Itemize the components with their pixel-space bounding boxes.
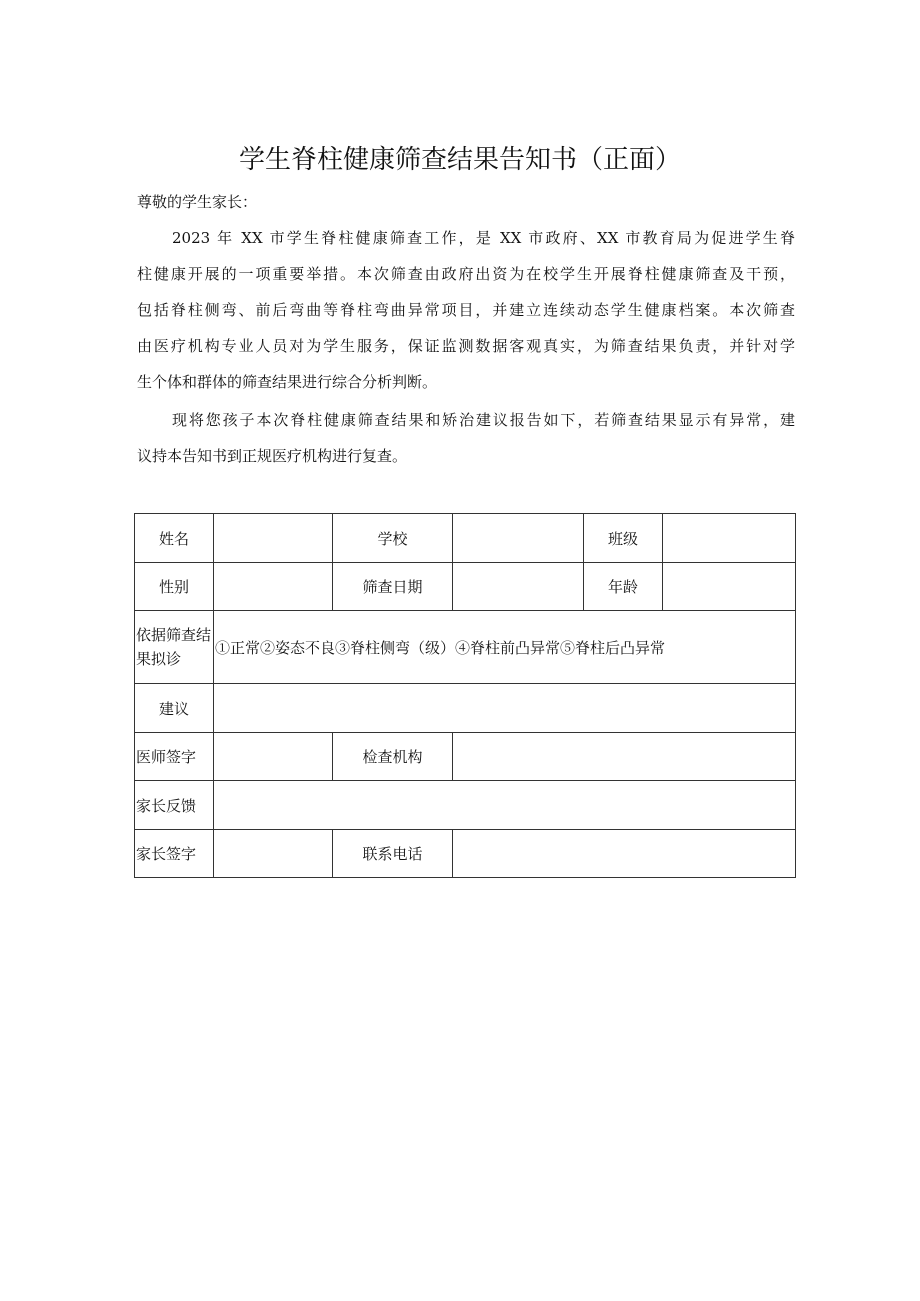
class-label: 班级 — [584, 514, 663, 563]
date-label: 筛查日期 — [333, 563, 453, 611]
gender-label: 性别 — [135, 563, 214, 611]
diagnosis-label: 依据筛查结果拟诊 — [135, 611, 214, 684]
phone-field[interactable] — [453, 830, 796, 878]
date-field[interactable] — [453, 563, 584, 611]
age-label: 年龄 — [584, 563, 663, 611]
paragraph1-line: 由医疗机构专业人员对为学生服务，保证监测数据客观真实，为筛查结果负责，并针对学 — [137, 337, 795, 355]
name-field[interactable] — [214, 514, 333, 563]
institution-field[interactable] — [453, 733, 796, 781]
parent-sign-field[interactable] — [214, 830, 333, 878]
phone-label: 联系电话 — [333, 830, 453, 878]
school-field[interactable] — [453, 514, 584, 563]
greeting: 尊敬的学生家长： — [137, 193, 258, 211]
advice-field[interactable] — [214, 684, 796, 733]
school-label: 学校 — [333, 514, 453, 563]
institution-label: 检查机构 — [333, 733, 453, 781]
paragraph1-line: 柱健康开展的一项重要举措。本次筛查由政府出资为在校学生开展脊柱健康筛查及干预， — [137, 265, 795, 283]
gender-field[interactable] — [214, 563, 333, 611]
paragraph2-line: 现将您孩子本次脊柱健康筛查结果和矫治建议报告如下，若筛查结果显示有异常，建 — [172, 411, 795, 429]
paragraph1-line: 包括脊柱侧弯、前后弯曲等脊柱弯曲异常项目，并建立连续动态学生健康档案。本次筛查 — [137, 301, 795, 319]
parent-sign-label: 家长签字 — [135, 830, 214, 878]
advice-label: 建议 — [135, 684, 214, 733]
diagnosis-options[interactable]: ①正常②姿态不良③脊柱侧弯（级）④脊柱前凸异常⑤脊柱后凸异常 — [214, 611, 796, 684]
age-field[interactable] — [663, 563, 796, 611]
paragraph1-line: 生个体和群体的筛查结果进行综合分析判断。 — [137, 373, 438, 391]
feedback-label: 家长反馈 — [135, 781, 214, 830]
screening-result-form — [134, 513, 796, 878]
class-field[interactable] — [663, 514, 796, 563]
feedback-field[interactable] — [214, 781, 796, 830]
doctor-sign-field[interactable] — [214, 733, 333, 781]
name-label: 姓名 — [135, 514, 214, 563]
doctor-sign-label: 医师签字 — [135, 733, 214, 781]
paragraph1-line: 2023 年 XX 市学生脊柱健康筛查工作，是 XX 市政府、XX 市教育局为促进学生脊 — [172, 229, 795, 247]
paragraph2-line: 议持本告知书到正规医疗机构进行复查。 — [137, 447, 408, 465]
document-title: 学生脊柱健康筛查结果告知书（正面） — [238, 145, 681, 175]
